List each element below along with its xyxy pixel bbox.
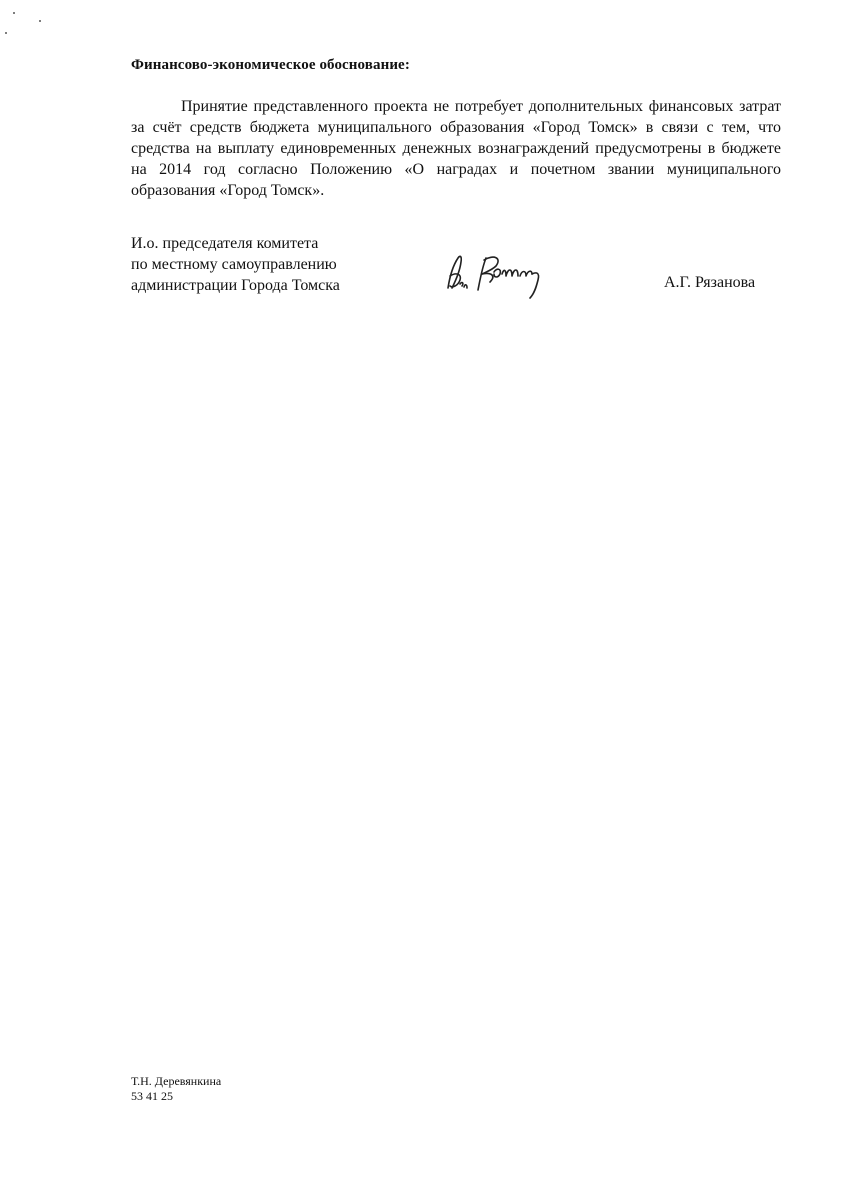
signer-title-block — [131, 233, 340, 296]
document-heading: Финансово-экономическое обоснование: — [131, 57, 410, 73]
justification-section — [131, 96, 781, 201]
signer-name: А.Г. Рязанова — [664, 274, 756, 291]
scan-speck — [13, 12, 15, 14]
scan-speck — [5, 32, 7, 34]
executor-name: Т.Н. Деревянкина — [131, 1074, 222, 1088]
handwritten-signature — [440, 250, 550, 300]
executor-phone: 53 41 25 — [131, 1089, 173, 1103]
justification-paragraph: Принятие представленного проекта не потребует дополнительных финансовых затрат за счёт средств бюджета муниципального образования «Город Томск» в связи с тем, что средства на выплату единовременных денежных вознаграждений предусмотрены в бюджете на 2014 год согласно Положению «О наградах и почетном звании муниципального образования «Город Томск». — [131, 98, 781, 199]
signer-title-line: администрации Города Томска — [131, 277, 340, 294]
signer-title-line: по местному самоуправлению — [131, 256, 337, 273]
signer-title-line: И.о. председателя комитета — [131, 235, 319, 252]
scan-speck — [39, 20, 41, 22]
executor-block — [131, 1074, 221, 1104]
